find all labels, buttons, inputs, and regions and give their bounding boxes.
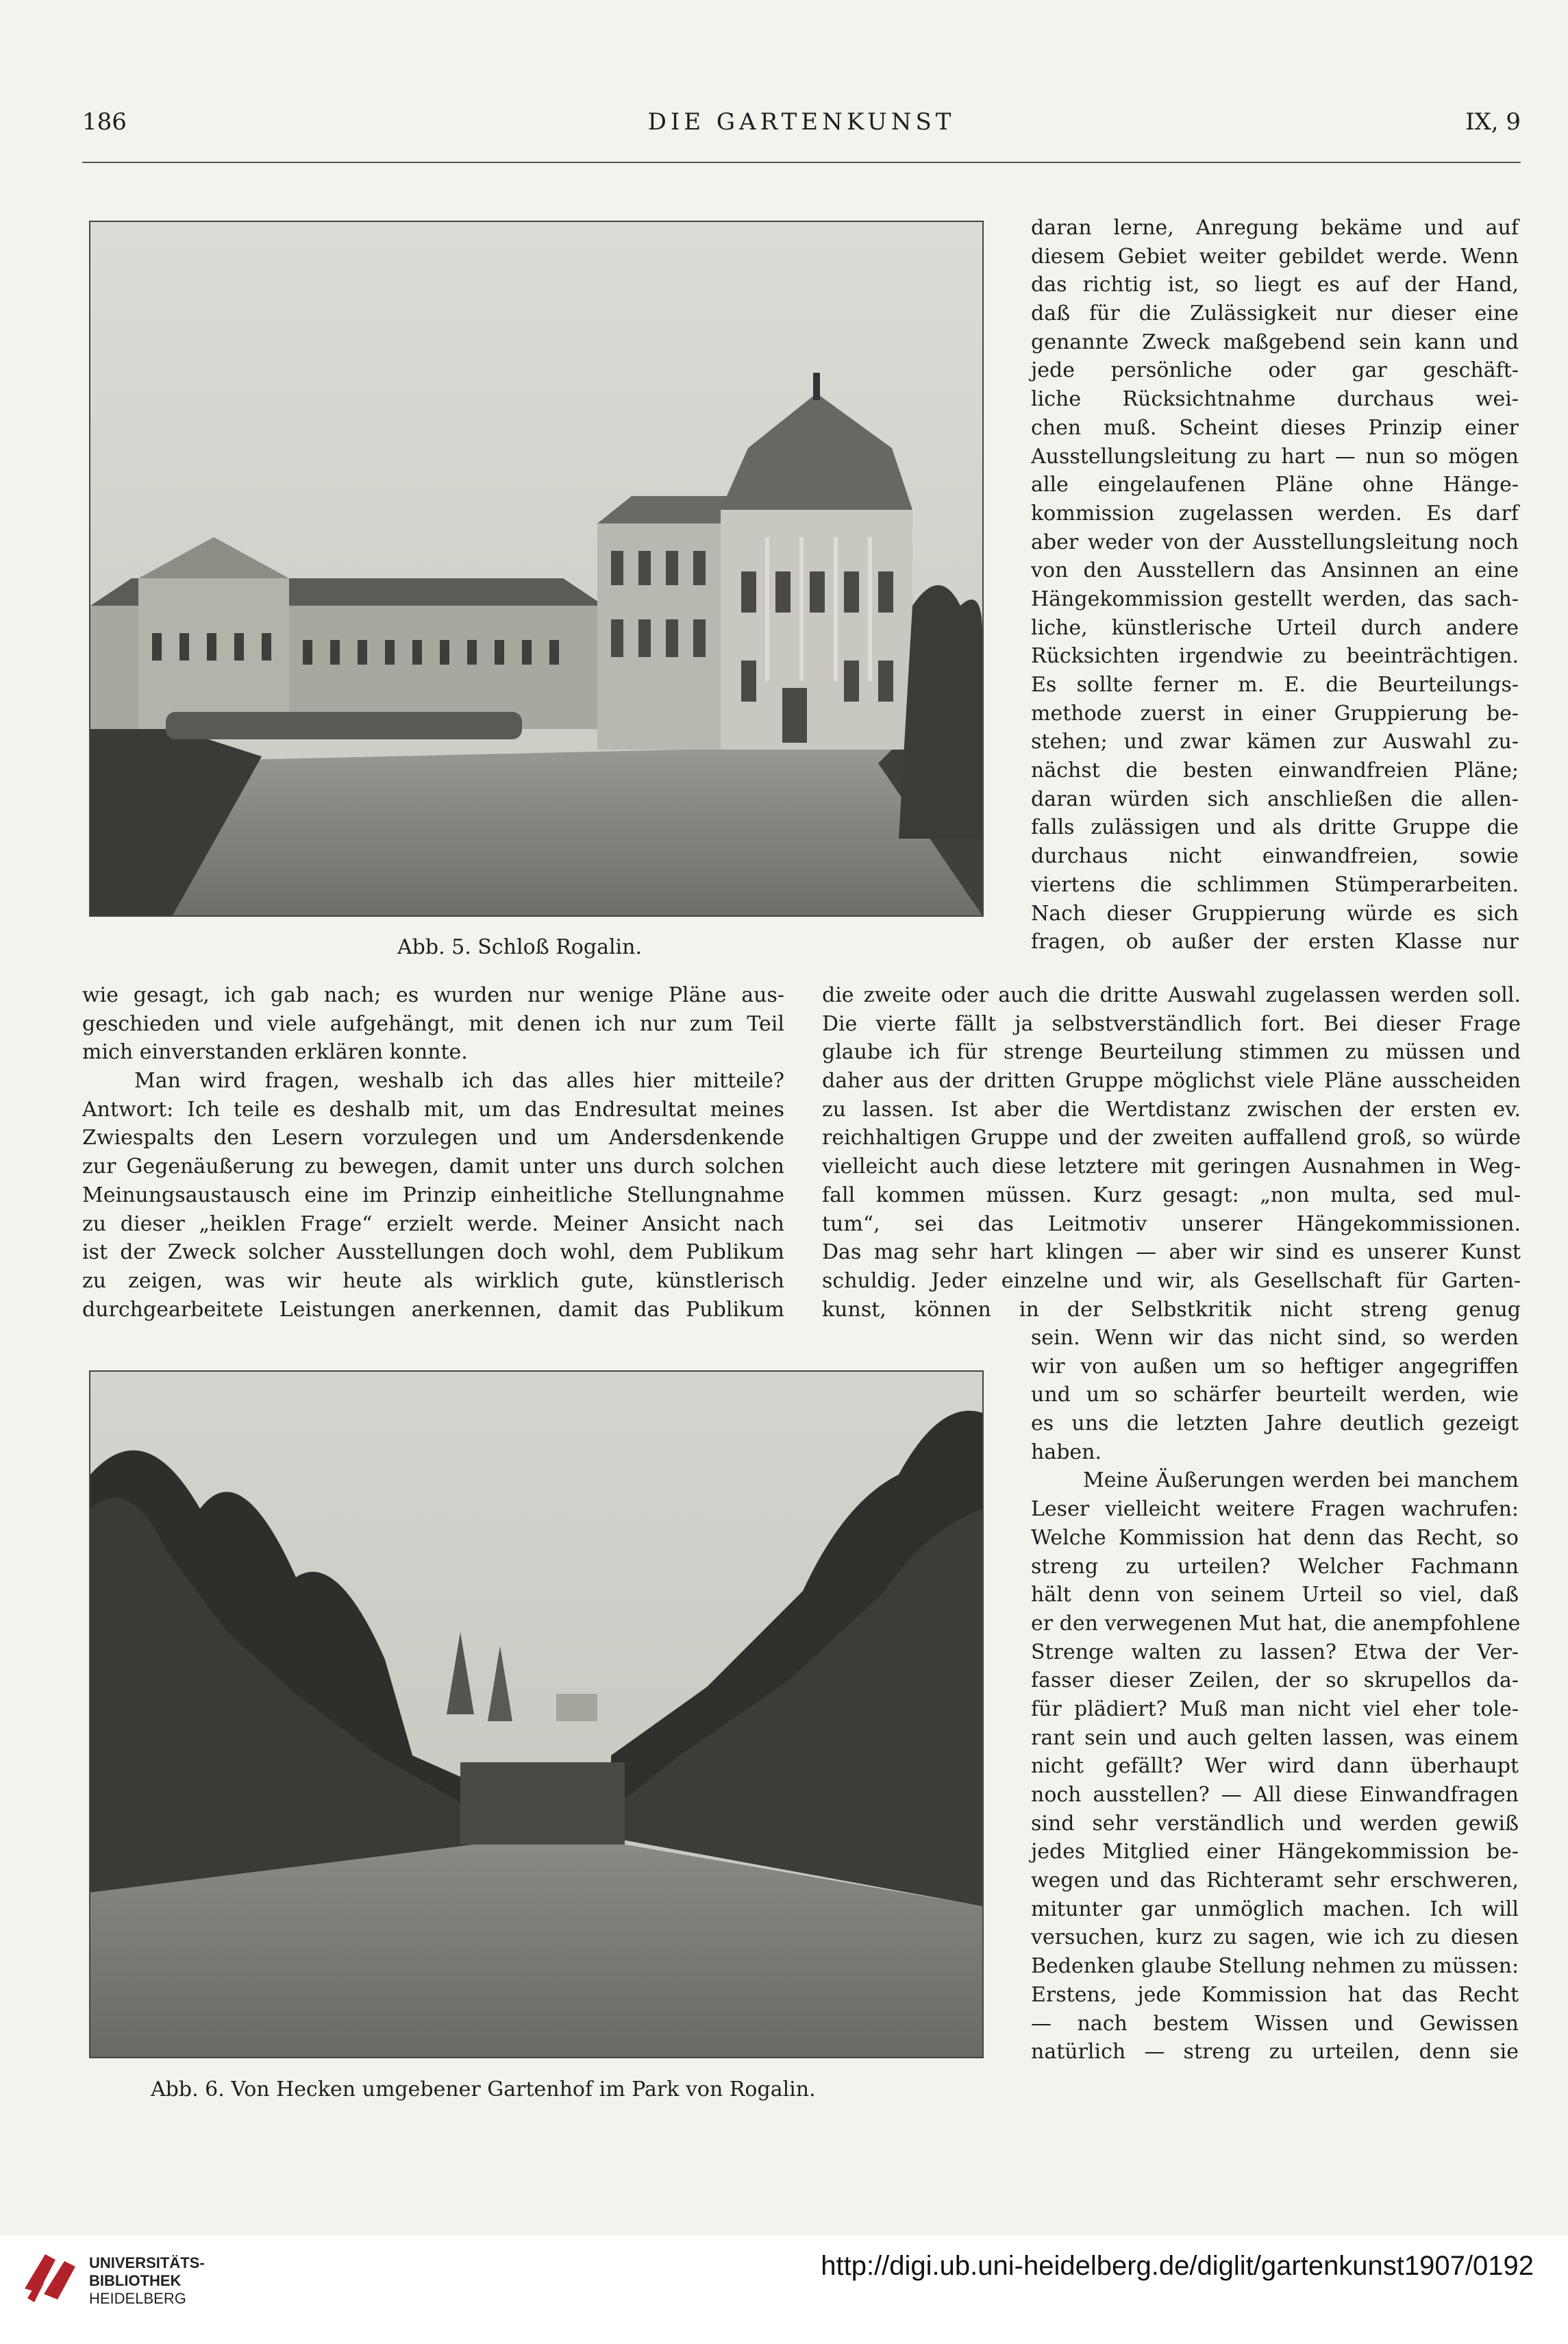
text-line: ist der Zweck solcher Ausstellungen doch wohl, dem Publikum [82, 1240, 784, 1265]
text-line: Leser vielleicht weitere Fragen wachrufen: [1031, 1497, 1519, 1522]
text-line: fasser dieser Zeilen, der so skrupellos da- [1031, 1668, 1519, 1693]
photo-gartenhof-rogalin [89, 1370, 984, 2058]
text-line: genannte Zweck maßgebend sein kann und [1031, 330, 1519, 354]
library-name-line: BIBLIOTHEK [89, 2272, 182, 2289]
text-line: kommission zugelassen werden. Es darf [1031, 501, 1519, 526]
text-line: alle eingelaufenen Pläne ohne Hänge- [1031, 473, 1519, 497]
text-line: wir von außen um so heftiger angegriffen [1031, 1354, 1519, 1379]
text-line: Nach dieser Gruppierung würde es sich [1031, 901, 1519, 926]
text-line: hält denn von seinem Urteil so viel, daß [1031, 1583, 1519, 1607]
text-line: vielleicht auch diese letztere mit geringen Ausnahmen in Weg- [822, 1155, 1521, 1179]
text-line: Ausstellungsleitung zu hart — nun so mögen [1031, 444, 1519, 469]
text-line: fragen, ob außer der ersten Klasse nur [1031, 930, 1519, 954]
text-line: Das mag sehr hart klingen — aber wir sind es unserer Kunst [822, 1240, 1521, 1265]
library-name-line: HEIDELBERG [89, 2290, 186, 2307]
text-line: falls zulässigen und als dritte Gruppe die [1031, 815, 1519, 840]
text-line: diesem Gebiet weiter gebildet werde. Wenn [1031, 244, 1519, 269]
text-line: es uns die letzten Jahre deutlich gezeigt [1031, 1411, 1519, 1436]
text-line: jede persönliche oder gar geschäft- [1031, 358, 1519, 383]
text-line: für plädiert? Muß man nicht viel eher tole- [1031, 1697, 1519, 1721]
text-line: Man wird fragen, weshalb ich das alles hier mitteile? [134, 1069, 784, 1094]
library-logo-icon [18, 2241, 86, 2309]
text-line: durchaus nicht einwandfreien, sowie [1031, 844, 1519, 869]
text-line: fall kommen müssen. Kurz gesagt: „non multa, sed mul- [822, 1183, 1521, 1207]
text-line: streng zu urteilen? Welcher Fachmann [1031, 1554, 1519, 1579]
text-line: Erstens, jede Kommission hat das Recht [1031, 1982, 1519, 2007]
text-line: Strenge walten zu lassen? Etwa der Ver- [1031, 1640, 1519, 1664]
text-line: methode zuerst in einer Gruppierung be- [1031, 701, 1519, 726]
text-line: jedes Mitglied einer Hängekommission be- [1031, 1840, 1519, 1864]
text-line: wegen und das Richteramt sehr erschweren, [1031, 1868, 1519, 1893]
text-line: zu lassen. Ist aber die Wertdistanz zwischen der ersten ev. [822, 1097, 1521, 1122]
text-line: sein. Wenn wir das nicht sind, so werden [1031, 1326, 1519, 1350]
text-line: zur Gegenäußerung zu bewegen, damit unter uns durch solchen [82, 1155, 784, 1179]
text-line: Welche Kommission hat denn das Recht, so [1031, 1525, 1519, 1550]
text-line: Rücksichten irgendwie zu beeinträchtigen. [1031, 644, 1519, 669]
text-line: stehen; und zwar kämen zur Auswahl zu- [1031, 730, 1519, 754]
column-right-bottom [1031, 1324, 1519, 2067]
text-line: liche Rücksichtnahme durchaus wei- [1031, 387, 1519, 412]
text-line: zu zeigen, was wir heute als wirklich gute, künstlerisch [82, 1268, 784, 1293]
text-line: chen muß. Scheint dieses Prinzip einer [1031, 415, 1519, 440]
text-line: daran lerne, Anregung bekäme und auf [1031, 216, 1519, 240]
journal-title: DIE GARTENKUNST [647, 108, 956, 136]
text-line: daran würden sich anschließen die allen- [1031, 787, 1519, 811]
page-number: 186 [82, 108, 127, 136]
text-line: die zweite oder auch die dritte Auswahl zugelassen werden soll. [822, 983, 1521, 1007]
text-line: — nach bestem Wissen und Gewissen [1031, 2011, 1519, 2036]
photo-schloss-rogalin [89, 221, 984, 917]
text-line: Hängekommission gestellt werden, das sach- [1031, 587, 1519, 611]
text-line: glaube ich für strenge Beurteilung stimmen zu müssen und [822, 1040, 1521, 1065]
text-line: schuldig. Jeder einzelne und wir, als Gesellschaft für Garten- [822, 1268, 1521, 1293]
text-line: sind sehr verständlich und werden gewiß [1031, 1811, 1519, 1836]
library-name-line: UNIVERSITÄTS- [89, 2254, 205, 2271]
text-line: nächst die besten einwandfreien Pläne; [1031, 758, 1519, 783]
text-line: von den Ausstellern das Ansinnen an eine [1031, 558, 1519, 583]
column-right-top [1031, 214, 1519, 957]
source-url-link[interactable]: http://digi.ub.uni-heidelberg.de/diglit/gartenkunst1907/0192 [821, 2251, 1534, 2281]
text-line: mitunter gar unmöglich machen. Ich will [1031, 1897, 1519, 1921]
text-line: Bedenken glaube Stellung nehmen zu müssen: [1031, 1954, 1519, 1979]
text-line: daß für die Zulässigkeit nur dieser eine [1031, 301, 1519, 326]
text-line: kunst, können in der Selbstkritik nicht streng genug [822, 1297, 1521, 1322]
text-line: haben. [1031, 1440, 1102, 1464]
text-line: versuchen, kurz zu sagen, wie ich zu diesen [1031, 1925, 1519, 1950]
text-line: tum“, sei das Leitmotiv unserer Hängekommissionen. [822, 1211, 1521, 1236]
text-line: viertens die schlimmen Stümperarbeiten. [1031, 872, 1519, 897]
text-line: durchgearbeitete Leistungen anerkennen, damit das Publikum [82, 1297, 784, 1322]
library-name [89, 2254, 205, 2308]
text-line: rant sein und auch gelten lassen, was einem [1031, 1725, 1519, 1750]
text-line: daher aus der dritten Gruppe möglichst viele Pläne ausscheiden [822, 1069, 1521, 1094]
text-line: nicht gefällt? Wer wird dann überhaupt [1031, 1754, 1519, 1779]
text-line: noch ausstellen? — All diese Einwandfragen [1031, 1783, 1519, 1807]
text-line: Meinungsaustausch eine im Prinzip einheitliche Stellungnahme [82, 1183, 784, 1207]
text-line: Die vierte fällt ja selbstverständlich fort. Bei dieser Frage [822, 1011, 1521, 1036]
text-line: Es sollte ferner m. E. die Beurteilungs- [1031, 673, 1519, 697]
issue-number: IX, 9 [1465, 108, 1521, 136]
text-line: Zwiespalts den Lesern vorzulegen und um Andersdenkende [82, 1126, 784, 1150]
column-left-mid [82, 981, 784, 1324]
text-line: geschieden und viele aufgehängt, mit denen ich nur zum Teil [82, 1011, 784, 1036]
text-line: reichhaltigen Gruppe und der zweiten auffallend groß, so würde [822, 1126, 1521, 1150]
text-line: Antwort: Ich teile es deshalb mit, um das Endresultat meines [82, 1097, 784, 1122]
text-line: und um so schärfer beurteilt werden, wie [1031, 1383, 1519, 1407]
text-line: er den verwegenen Mut hat, die anempfohlene [1031, 1611, 1521, 1636]
header-rule [82, 162, 1521, 163]
text-line: zu dieser „heiklen Frage“ erzielt werde. Meiner Ansicht nach [82, 1211, 784, 1236]
text-line: natürlich — streng zu urteilen, denn sie [1031, 2040, 1519, 2064]
figure-5-caption: Abb. 5. Schloß Rogalin. [397, 935, 642, 959]
text-line: aber weder von der Ausstellungsleitung noch [1031, 530, 1519, 554]
column-right-mid [822, 981, 1521, 1324]
text-line: mich einverstanden erklären konnte. [82, 1040, 468, 1065]
running-header [82, 108, 1521, 143]
text-line: wie gesagt, ich gab nach; es wurden nur wenige Pläne aus- [82, 983, 784, 1007]
text-line: liche, künstlerische Urteil durch andere [1031, 615, 1519, 640]
text-line: Meine Äußerungen werden bei manchem [1083, 1468, 1519, 1493]
figure-6-caption: Abb. 6. Von Hecken umgebener Gartenhof im Park von Rogalin. [151, 2077, 816, 2101]
text-line: das richtig ist, so liegt es auf der Hand, [1031, 273, 1519, 297]
